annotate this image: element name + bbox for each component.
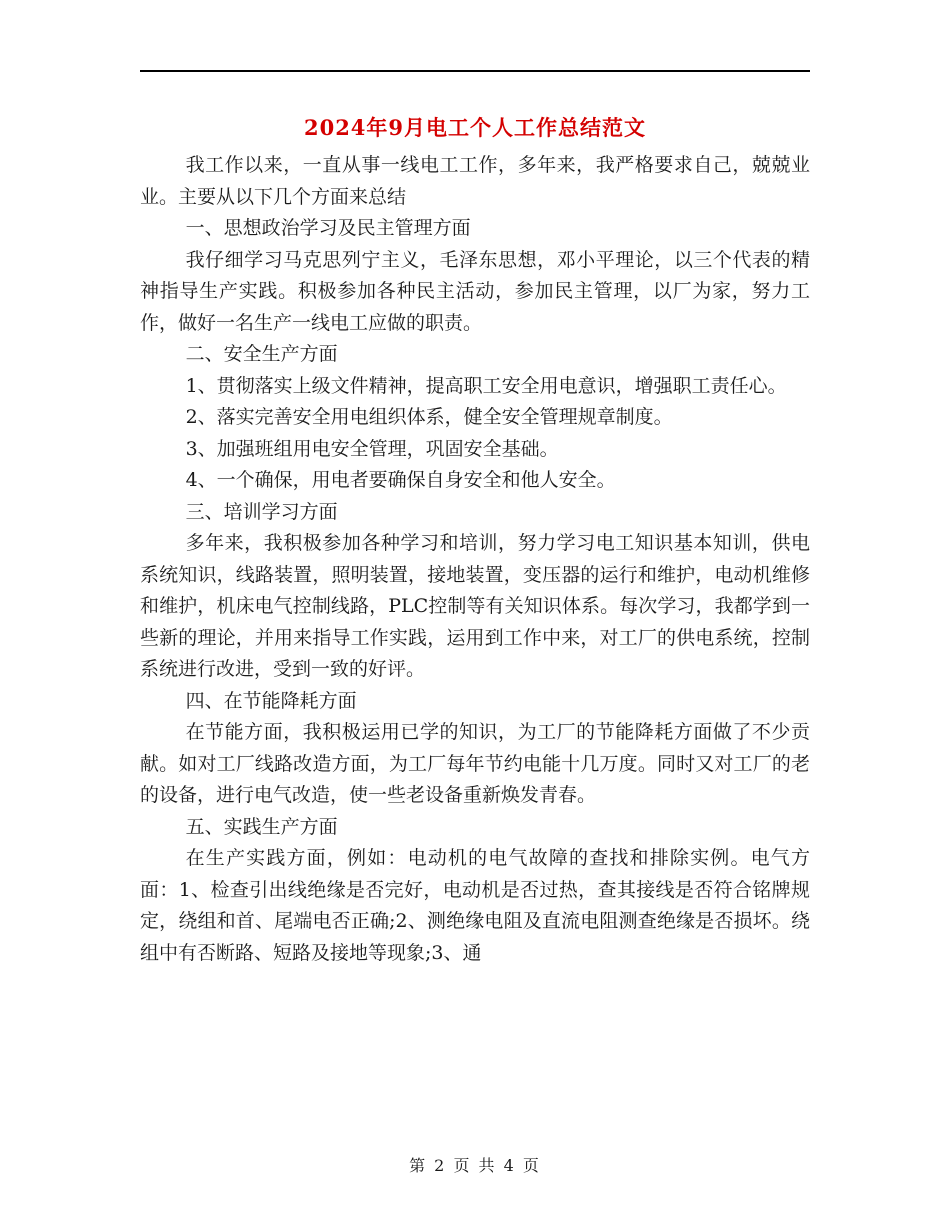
document-title: 2024年9月电工个人工作总结范文 xyxy=(303,115,647,140)
paragraph-section-5: 在生产实践方面，例如：电动机的电气故障的查找和排除实例。电气方面：1、检查引出线绝缘是否完好，电动机是否过热，查其接线是否符合铭牌规定，绕组和首、尾端电否正确;2、测绝缘电阻及直流电阻测查绝缘是否损坏。绕组中有否断路、短路及接地等现象;3、通 xyxy=(140,847,810,964)
section-heading-2: 二、安全生产方面 xyxy=(185,343,338,365)
section-heading-3: 三、培训学习方面 xyxy=(185,500,338,523)
list-item-safety-3: 3、加强班组用电安全管理，巩固安全基础。 xyxy=(185,437,559,460)
section-heading-4: 四、在节能降耗方面 xyxy=(185,689,357,712)
list-item-safety-4: 4、一个确保，用电者要确保自身安全和他人安全。 xyxy=(185,469,616,491)
section-heading-1: 一、思想政治学习及民主管理方面 xyxy=(185,217,471,239)
list-item-safety-1: 1、贯彻落实上级文件精神，提高职工安全用电意识，增强职工责任心。 xyxy=(185,374,787,397)
page-number: 第 2 页 共 4 页 xyxy=(409,1156,541,1175)
section-heading-5: 五、实践生产方面 xyxy=(185,815,338,838)
paragraph-intro: 我工作以来，一直从事一线电工工作，多年来，我严格要求自己，兢兢业业。主要从以下几个方面来总结 xyxy=(140,154,810,208)
list-item-safety-2: 2、落实完善安全用电组织体系，健全安全管理规章制度。 xyxy=(185,406,673,428)
document-body xyxy=(140,150,810,969)
paragraph-section-3: 多年来，我积极参加各种学习和培训，努力学习电工知识基本知训，供电系统知识，线路装置，照明装置，接地装置，变压器的运行和维护，电动机维修和维护，机床电气控制线路，PLC控制等有关知识体系。每次学习，我都学到一些新的理论，并用来指导工作实践，运用到工作中来，对工厂的供电系统，控制系统进行改进，受到一致的好评。 xyxy=(140,532,810,680)
paragraph-section-1: 我仔细学习马克思列宁主义，毛泽东思想，邓小平理论，以三个代表的精神指导生产实践。积极参加各种民主活动，参加民主管理，以厂为家，努力工作，做好一名生产一线电工应做的职责。 xyxy=(140,248,810,334)
paragraph-section-4: 在节能方面，我积极运用已学的知识，为工厂的节能降耗方面做了不少贡献。如对工厂线路改造方面，为工厂每年节约电能十几万度。同时又对工厂的老的设备，进行电气改造，使一些老设备重新焕发青春。 xyxy=(140,721,810,806)
header-rule xyxy=(140,70,810,72)
